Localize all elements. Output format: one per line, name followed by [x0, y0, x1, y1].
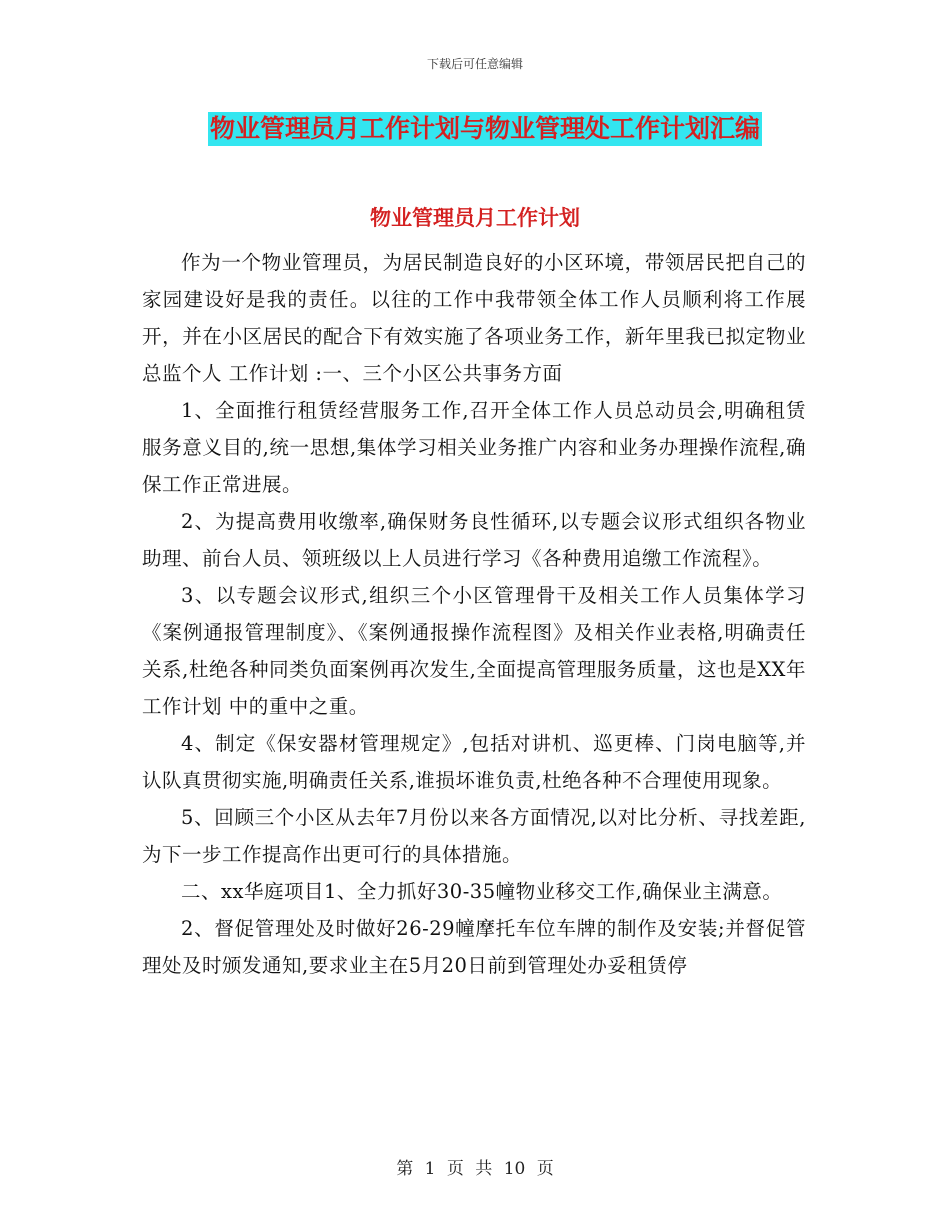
page-number-footer: 第 1 页 共 10 页 — [396, 1159, 554, 1179]
body-paragraph-intro: 作为一个物业管理员，为居民制造良好的小区环境，带领居民把自己的家园建设好是我的责任。以往的工作中我带领全体工作人员顺利将工作展开，并在小区居民的配合下有效实施了各项业务工作，新年里我已拟定物业总监个人 工作计划 :一、三个小区公共事务方面 — [142, 251, 806, 385]
body-paragraph-item-2: 2、为提高费用收缴率,确保财务良性循环,以专题会议形式组织各物业助理、前台人员、领班级以上人员进行学习《各种费用追缴工作流程》。 — [142, 510, 806, 570]
body-paragraph-section-2-item-2: 2、督促管理处及时做好26-29幢摩托车位车牌的制作及安装;并督促管理处及时颁发通知,要求业主在5月20日前到管理处办妥租赁停 — [142, 917, 806, 977]
body-paragraph-item-4: 4、制定《保安器材管理规定》,包括对讲机、巡更棒、门岗电脑等,并认队真贯彻实施,明确责任关系,谁损坏谁负责,杜绝各种不合理使用现象。 — [142, 732, 806, 792]
document-title-block — [208, 112, 790, 146]
document-body — [142, 244, 806, 984]
document-title: 物业管理员月工作计划与物业管理处工作计划汇编 — [208, 112, 762, 146]
body-paragraph-item-3: 3、以专题会议形式,组织三个小区管理骨干及相关工作人员集体学习《案例通报管理制度》、《案例通报操作流程图》及相关作业表格,明确责任关系,杜绝各种同类负面案例再次发生,全面提高管理服务质量，这也是XX年 工作计划 中的重中之重。 — [142, 584, 806, 718]
body-paragraph-section-2: 二、xx华庭项目1、全力抓好30-35幢物业移交工作,确保业主满意。 — [181, 880, 783, 903]
section-title: 物业管理员月工作计划 — [370, 205, 580, 230]
body-paragraph-item-5: 5、回顾三个小区从去年7月份以来各方面情况,以对比分析、寻找差距,为下一步工作提高作出更可行的具体措施。 — [142, 806, 806, 866]
page-header-note: 下载后可任意编辑 — [426, 57, 523, 71]
body-paragraph-item-1: 1、全面推行租赁经营服务工作,召开全体工作人员总动员会,明确租赁服务意义目的,统一思想,集体学习相关业务推广内容和业务办理操作流程,确保工作正常进展。 — [142, 399, 806, 496]
